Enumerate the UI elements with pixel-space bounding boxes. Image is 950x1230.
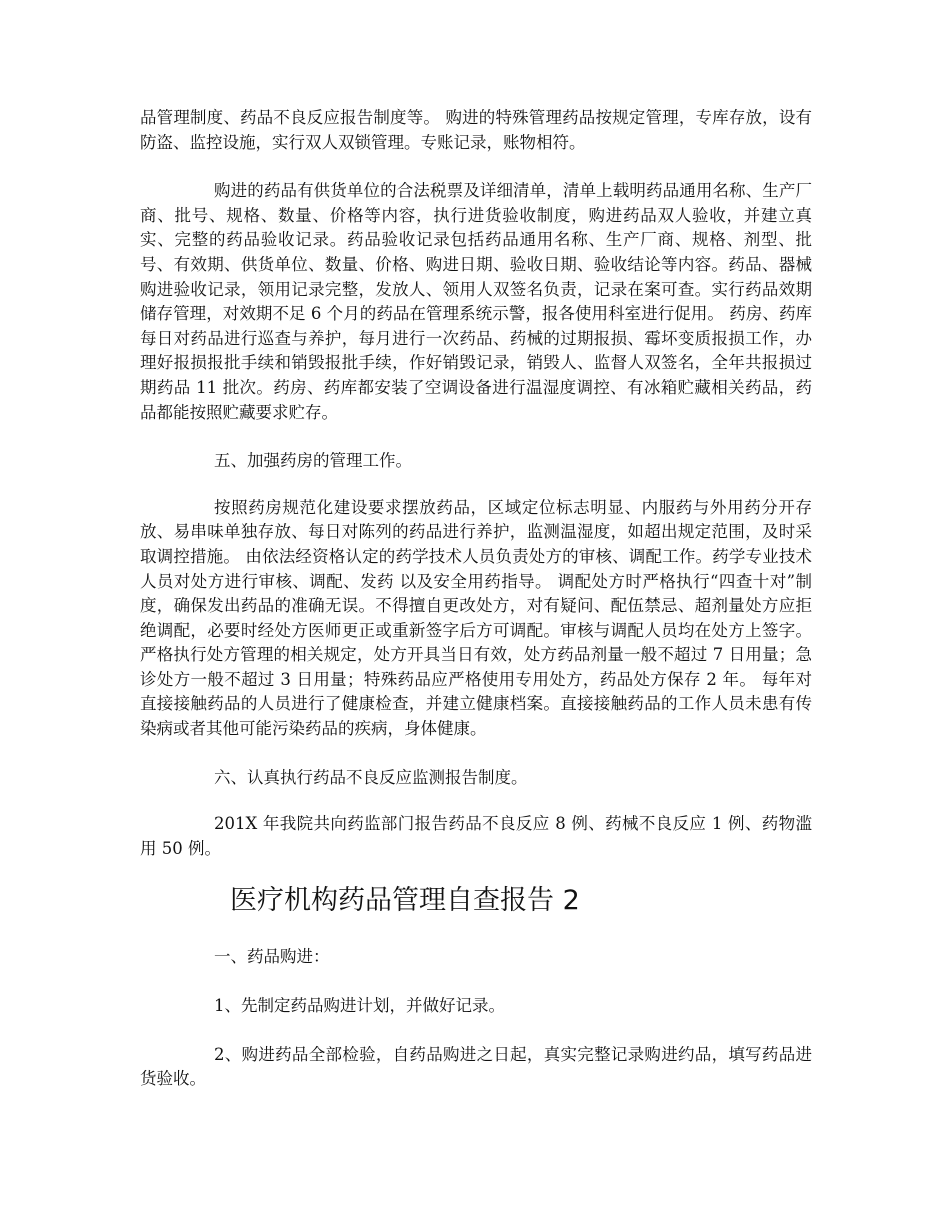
paragraph-purchase-inspection: 2、购进药品全部检验，自药品购进之日起，真实完整记录购进约品，填写药品进货验收。 [140,1044,812,1089]
document-page [140,106,812,1092]
heading-drug-purchasing: 一、药品购进： [214,947,330,967]
paragraph-purchase-plan: 1、先制定药品购进计划，并做好记录。 [214,996,505,1016]
section-title: 医疗机构药品管理自查报告 2 [230,885,580,917]
heading-pharmacy-management: 五、加强药房的管理工作。 [214,451,412,471]
heading-adverse-reaction-reporting: 六、认真执行药品不良反应监测报告制度。 [214,767,528,787]
paragraph-pharmacy-standardization: 按照药房规范化建设要求摆放药品，区域定位标志明显、内服药与外用药分开存放、易串味单独存放、每日对陈列的药品进行养护，监测温湿度，如超出规定范围，及时采取调控措施。 由依法经资格认定的药学技术人员负责处方的审核、调配工作。药学专业技术人员对处方进行审核、调配、发药 以及安全用药指导。 调配处方时严格执行“四查十对”制度，确保发出药品的准确无误。不得擅自更改处方，对有疑问、配伍禁忌、超剂量处方应拒绝调配，必要时经处方医师更正或重新签字后方可调配。审核与调配人员均在处方上签字。 严格执行处方管理的相关规定，处方开具当日有效，处方药品剂量一般不超过 7 日用量；急诊处方一般不超过 3 日用量；特殊药品应严格使用专用处方，药品处方保存 2 年。 每年对直接接触药品的人员进行了健康检查，并建立健康档案。直接接触药品的工作人员未患有传染病或者其他可能污染药品的疾病，身体健康。 [140,497,812,739]
paragraph-adverse-reaction-stats: 201X 年我院共向药监部门报告药品不良反应 8 例、药械不良反应 1 例、药物滥用 50 例。 [140,814,812,858]
paragraph-management-system: 品管理制度、药品不良反应报告制度等。 购进的特殊管理药品按规定管理，专库存放，设有防盗、监控设施，实行双人双锁管理。专账记录，账物相符。 [140,108,812,152]
paragraph-purchase-acceptance: 购进的药品有供货单位的合法税票及详细清单，清单上载明药品通用名称、生产厂商、批号、规格、数量、价格等内容，执行进货验收制度，购进药品双人验收，并建立真实、完整的药品验收记录。药品验收记录包括药品通用名称、生产厂商、规格、剂型、批号、有效期、供货单位、数量、价格、购进日期、验收日期、验收结论等内容。药品、器械购进验收记录，领用记录完整，发放人、领用人双签名负责，记录在案可查。实行药品效期储存管理，对效期不足 6 个月的药品在管理系统示警，报各使用科室进行促用。 药房、药库每日对药品进行巡查与养护，每月进行一次药品、药械的过期报损、霉坏变质报损工作，办理好报损报批手续和销毁报批手续，作好销毁记录，销毁人、监督人双签名，全年共报损过期药品 11 批次。药房、药库都安装了空调设备进行温湿度调控、有冰箱贮藏相关药品，药品都能按照贮藏要求贮存。 [140,181,812,422]
